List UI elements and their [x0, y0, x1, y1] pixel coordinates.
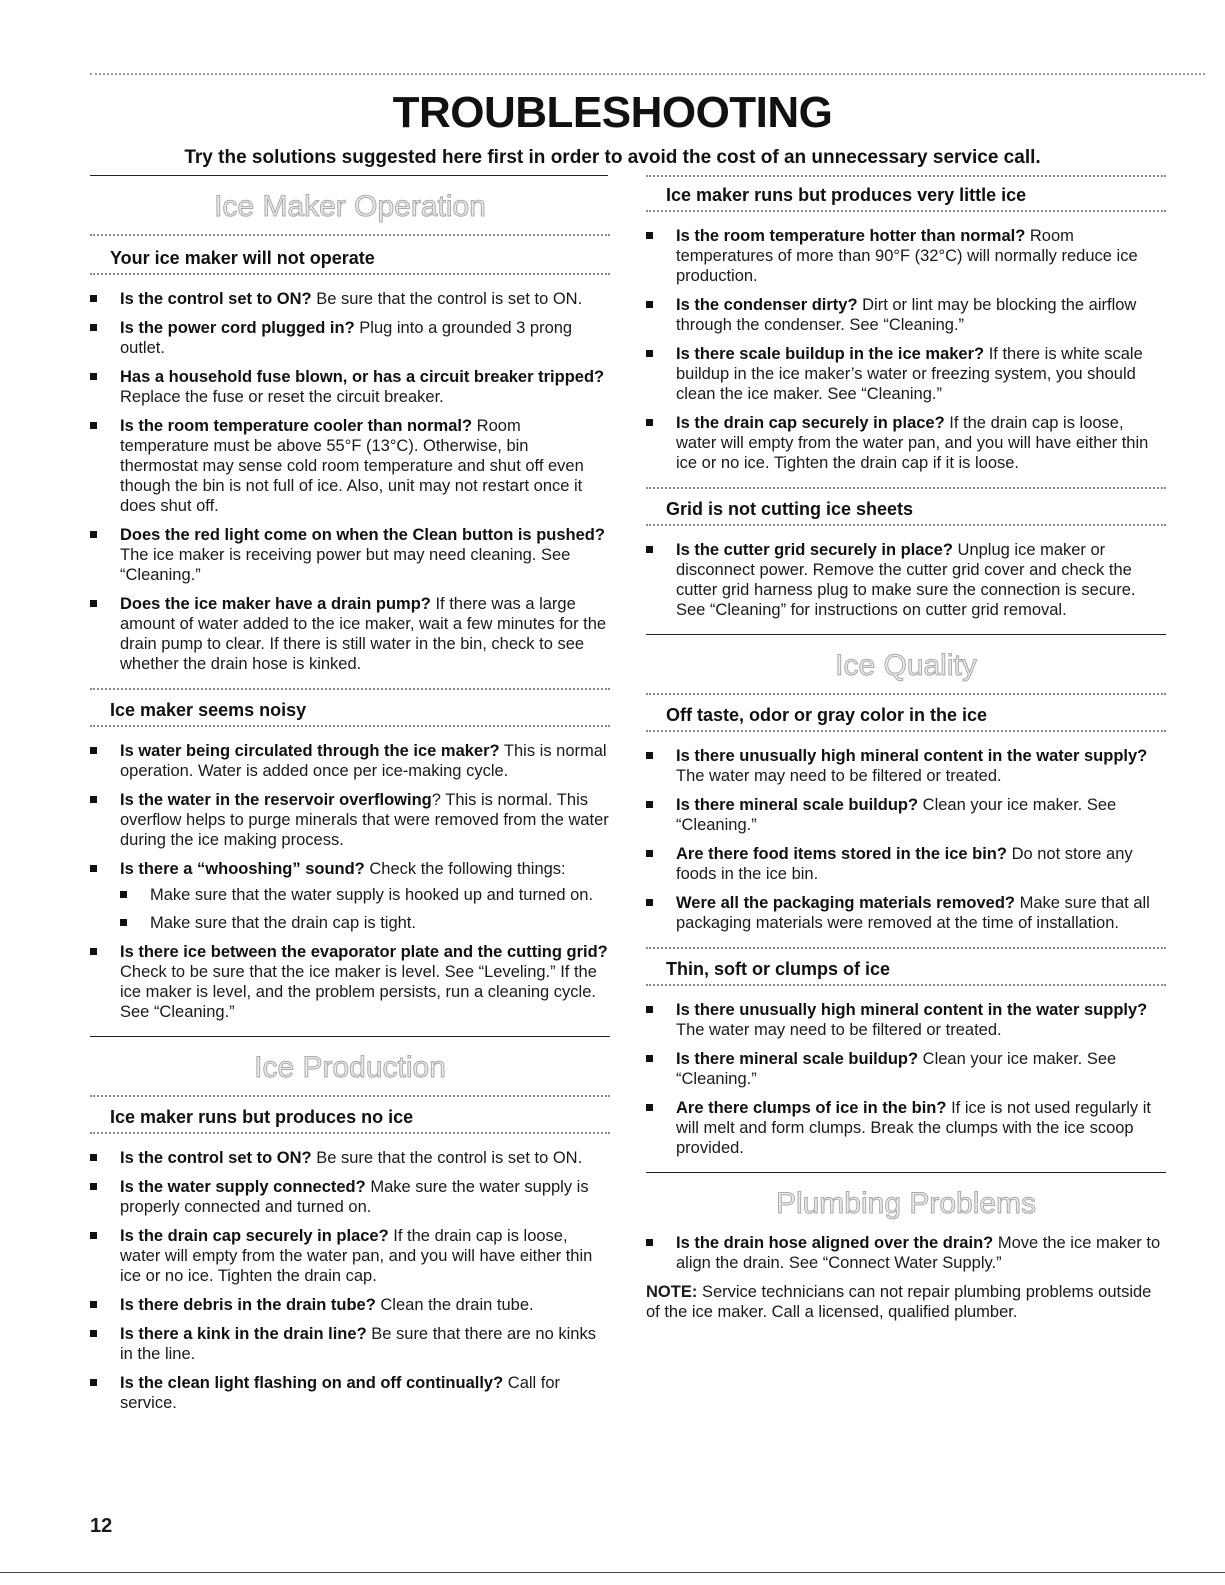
answer: Make sure the water supply is properly connected and turned on.	[120, 1178, 589, 1216]
bottom-rule	[0, 1572, 1225, 1573]
dotted-rule	[646, 175, 1166, 177]
answer: Unplug ice maker or disconnect power. Remove the cutter grid cover and check the cutter grid harness plug to make sure the connection is secure. See “Cleaning” for instructions on cutter grid removal.	[676, 541, 1136, 619]
answer: Check to be sure that the ice maker is level. See “Leveling.” If the ice maker is level, and the problem persists, run a cleaning cycle. See “Cleaning.”	[120, 963, 597, 1021]
answer: Replace the fuse or reset the circuit breaker.	[120, 388, 444, 406]
question: Is there debris in the drain tube?	[120, 1296, 376, 1314]
heading-not-operate: Your ice maker will not operate	[110, 248, 375, 268]
list-item	[90, 1295, 610, 1315]
question: Is there mineral scale buildup?	[676, 796, 919, 814]
list-item	[646, 1000, 1166, 1040]
list-item	[646, 1049, 1166, 1089]
list-grid	[646, 540, 1166, 620]
question: Is the room temperature cooler than normal?	[120, 417, 473, 435]
page-number: 12	[90, 1515, 113, 1537]
section-title-production: Ice Production	[254, 1051, 446, 1084]
question: Is the drain cap securely in place?	[676, 414, 945, 432]
list-not-operate	[90, 289, 610, 674]
list-item	[646, 1233, 1166, 1273]
page-subtitle: Try the solutions suggested here first in order to avoid the cost of an unnecessary service call.	[184, 147, 1041, 168]
note	[646, 1282, 1166, 1322]
question: Is the cutter grid securely in place?	[676, 541, 953, 559]
list-item	[646, 413, 1166, 473]
heading-off-taste: Off taste, odor or gray color in the ice	[666, 705, 988, 725]
question: Is there unusually high mineral content in the water supply?	[676, 747, 1148, 765]
answer: If the drain cap is loose, water will empty from the water pan, and you will have either thin ice or no ice. Tighten the drain cap if it is loose.	[676, 414, 1149, 472]
answer: This is normal. This overflow helps to purge minerals that were removed from the water during the ice making process.	[120, 791, 609, 849]
question: Is water being circulated through the ice maker?	[120, 742, 500, 760]
question: Is there scale buildup in the ice maker?	[676, 345, 985, 363]
list-item	[90, 1324, 610, 1364]
dotted-rule	[646, 210, 1166, 212]
list-item	[646, 746, 1166, 786]
answer: If there is white scale buildup in the ice maker’s water or freezing system, you should clean the ice maker. See “Cleaning.”	[676, 345, 1143, 403]
list-item	[646, 893, 1166, 933]
heading-little-ice: Ice maker runs but produces very little ice	[666, 185, 1027, 205]
list-item	[90, 525, 610, 585]
answer: Check the following things:	[369, 860, 566, 878]
heading-grid: Grid is not cutting ice sheets	[666, 499, 914, 519]
question: Is there a “whooshing” sound?	[120, 860, 365, 878]
list-item	[90, 416, 610, 516]
question: Has a household fuse blown, or has a circuit breaker tripped?	[120, 368, 605, 386]
answer: If the drain cap is loose, water will empty from the water pan, and you will have either thin ice or no ice. Tighten the drain cap.	[120, 1227, 593, 1285]
heading-no-ice: Ice maker runs but produces no ice	[110, 1107, 414, 1127]
section-title-quality: Ice Quality	[835, 649, 977, 682]
top-dotted-rule	[90, 73, 1205, 75]
section-rule	[90, 1036, 610, 1037]
section-title-operation: Ice Maker Operation	[214, 190, 486, 223]
section-rule	[646, 634, 1166, 635]
list-item	[90, 367, 610, 407]
answer: Call for service.	[120, 1374, 561, 1412]
section-rule	[646, 1172, 1166, 1173]
answer: The water may need to be filtered or treated.	[676, 767, 1002, 785]
question: Is the water in the reservoir overflowing	[120, 791, 432, 809]
list-item	[90, 942, 610, 1022]
answer: Dirt or lint may be blocking the airflow through the condenser. See “Cleaning.”	[676, 296, 1137, 334]
dotted-rule	[90, 273, 610, 275]
question: Is the power cord plugged in?	[120, 319, 355, 337]
list-item	[90, 289, 610, 309]
section-title-plumbing: Plumbing Problems	[775, 1187, 1037, 1220]
dotted-rule	[90, 234, 610, 236]
dotted-rule	[646, 947, 1166, 949]
list-little-ice	[646, 226, 1166, 473]
question: Is there ice between the evaporator plate and the cutting grid?	[120, 943, 608, 961]
dotted-rule	[646, 693, 1166, 695]
list-item	[646, 540, 1166, 620]
sub-list-item: Make sure that the drain cap is tight.	[120, 913, 610, 933]
question: Were all the packaging materials removed?	[676, 894, 1015, 912]
list-off-taste	[646, 746, 1166, 933]
answer: Clean your ice maker. See “Cleaning.”	[676, 1050, 1117, 1088]
dotted-rule	[646, 730, 1166, 732]
answer: Room temperature must be above 55°F (13°C). Otherwise, bin thermostat may sense cold room temperature and shut off even though the bin is not full of ice. Also, unit may not restart once it does shut off.	[120, 417, 584, 515]
answer: If ice is not used regularly it will melt and form clumps. Break the clumps with the ice scoop provided.	[676, 1099, 1151, 1157]
list-item	[90, 741, 610, 781]
left-column	[90, 175, 610, 1422]
question: Is the room temperature hotter than normal?	[676, 227, 1026, 245]
dotted-rule	[646, 984, 1166, 986]
list-item	[90, 594, 610, 674]
answer: Be sure that the control is set to ON.	[316, 290, 583, 308]
sub-list	[120, 885, 610, 933]
list-item	[90, 1177, 610, 1217]
list-item	[90, 1226, 610, 1286]
list-item	[646, 295, 1166, 335]
question: Is the control set to ON?	[120, 290, 312, 308]
list-item	[90, 1373, 610, 1413]
answer: Be sure that the control is set to ON.	[316, 1149, 583, 1167]
dotted-rule	[90, 688, 610, 690]
list-item	[646, 226, 1166, 286]
list-no-ice	[90, 1148, 610, 1413]
question: Does the ice maker have a drain pump?	[120, 595, 431, 613]
question: Is the condenser dirty?	[676, 296, 858, 314]
answer: Clean the drain tube.	[380, 1296, 534, 1314]
question-mark: ?	[431, 791, 441, 809]
question: Does the red light come on when the Clean button is pushed?	[120, 526, 605, 544]
question: Is there mineral scale buildup?	[676, 1050, 919, 1068]
list-item	[90, 318, 610, 358]
question: Is there a kink in the drain line?	[120, 1325, 367, 1343]
question: Are there food items stored in the ice bin?	[676, 845, 1007, 863]
note-text: Service technicians can not repair plumbing problems outside of the ice maker. Call a licensed, qualified plumber.	[646, 1283, 1152, 1321]
answer: Move the ice maker to align the drain. See “Connect Water Supply.”	[676, 1234, 1161, 1272]
question: Is the drain hose aligned over the drain?	[676, 1234, 994, 1252]
answer: If there was a large amount of water added to the ice maker, wait a few minutes for the drain pump to clear. If there is still water in the bin, check to see whether the drain hose is kinked.	[120, 595, 607, 673]
answer: The water may need to be filtered or treated.	[676, 1021, 1002, 1039]
page-title: TROUBLESHOOTING	[392, 88, 833, 137]
list-noisy	[90, 741, 610, 1022]
right-column	[646, 175, 1166, 1322]
list-plumbing	[646, 1233, 1166, 1273]
answer: The ice maker is receiving power but may need cleaning. See “Cleaning.”	[120, 546, 571, 584]
list-item	[646, 844, 1166, 884]
heading-thin: Thin, soft or clumps of ice	[666, 959, 891, 979]
answer: Be sure that there are no kinks in the line.	[120, 1325, 596, 1363]
question: Is the water supply connected?	[120, 1178, 366, 1196]
question: Is the control set to ON?	[120, 1149, 312, 1167]
note-label: NOTE:	[646, 1283, 698, 1301]
answer: Plug into a grounded 3 prong outlet.	[120, 319, 573, 357]
list-item	[90, 859, 610, 933]
answer: Clean your ice maker. See “Cleaning.”	[676, 796, 1117, 834]
list-item	[646, 344, 1166, 404]
sub-list-item: Make sure that the water supply is hooked up and turned on.	[120, 885, 610, 905]
question: Is the clean light flashing on and off continually?	[120, 1374, 504, 1392]
dotted-rule	[90, 1095, 610, 1097]
list-item	[646, 795, 1166, 835]
dotted-rule	[90, 1132, 610, 1134]
question: Is the drain cap securely in place?	[120, 1227, 389, 1245]
section-rule	[90, 175, 608, 176]
answer: Room temperatures of more than 90°F (32°C) will normally reduce ice production.	[676, 227, 1138, 285]
answer: Do not store any foods in the ice bin.	[676, 845, 1133, 883]
dotted-rule	[90, 725, 610, 727]
heading-noisy: Ice maker seems noisy	[110, 700, 307, 720]
answer: This is normal operation. Water is added once per ice-making cycle.	[120, 742, 607, 780]
answer: Make sure that all packaging materials were removed at the time of installation.	[676, 894, 1150, 932]
list-item	[90, 1148, 610, 1168]
list-thin	[646, 1000, 1166, 1158]
question: Is there unusually high mineral content in the water supply?	[676, 1001, 1148, 1019]
question: Are there clumps of ice in the bin?	[676, 1099, 947, 1117]
list-item	[646, 1098, 1166, 1158]
dotted-rule	[646, 524, 1166, 526]
dotted-rule	[646, 487, 1166, 489]
list-item	[90, 790, 610, 850]
